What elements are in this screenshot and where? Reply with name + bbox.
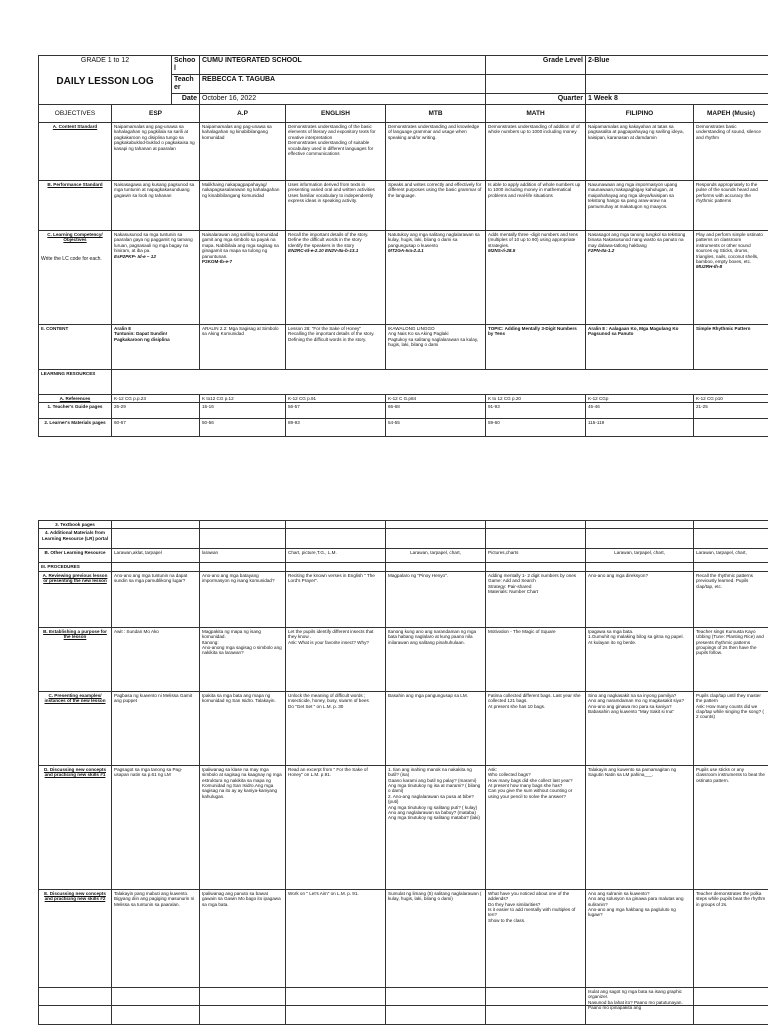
empty-cell: [286, 988, 386, 1025]
quarter-value: 1 Week 8: [586, 94, 768, 105]
cell: Ano-ano ang mga batayang impormasyon ng isang komunidad?: [200, 571, 286, 627]
performance-standard-row: [39, 181, 768, 231]
additional-materials-row: [39, 529, 768, 549]
cell: Talakayin ang kuwento sa pamamagitan ng Sagutin Natin sa LM pahina___.: [586, 765, 694, 889]
cell: 89-93: [286, 419, 386, 437]
cell: Let the pupils identify different insects that they know . Ask: What is your favorite insect? Why?: [286, 627, 386, 691]
cell: Simple Rhythmic Pattern: [694, 325, 768, 370]
empty-cell: [112, 370, 768, 395]
cell: Ano-ano ang mga tuntunin na dapat sundin sa mga pamublikong lugar?: [112, 571, 200, 627]
cell: Sumulat ng limang (5) salitang naglalarawan ( kulay, hugis, laki, bilang o dami): [386, 889, 486, 1005]
cell: P2KOM-Ib-e-7: [202, 259, 283, 264]
cell: Aralin 8 : Aalagaan Ko, Mga Magulang Ko Pagsunod sa Panuto: [586, 325, 694, 370]
row-label: B. Establishing a purpose for the lesson: [39, 627, 112, 691]
empty-cell: [286, 521, 386, 529]
quarter-label: Quarter: [486, 94, 586, 105]
references-row: [39, 395, 768, 403]
cell: 54-55: [386, 419, 486, 437]
empty-cell: [486, 529, 586, 549]
empty-cell: [386, 529, 486, 549]
empty-cell: [39, 988, 112, 1025]
establishing-row: [39, 627, 768, 691]
cell: Unlock the meaning of difficult words ; Insecticide, honey, busy, swarm of bees Do "Get Set " on L.M. p. 30: [286, 691, 386, 765]
empty-cell: [386, 563, 486, 571]
empty-cell: [486, 988, 586, 1025]
empty-cell: [286, 529, 386, 549]
row-label: C. Presenting examples/ instances of the new lesson: [39, 691, 112, 765]
empty-cell: [486, 75, 586, 94]
cell: Pupils clap/tap until they master the pattern Ask: How many counts did we clap/tap while singing the song? ( 2 counts): [694, 691, 768, 765]
row-label: III. PROCEDURES: [39, 563, 112, 571]
presenting-row: [39, 691, 768, 765]
cell: larawan: [200, 549, 286, 563]
cell: Nakasusunod sa mga tuntunin sa paaralan gaya ng paggamit ng tamang luruan, pagsasauli ng mga bagay na hiniram, at iba pa.: [114, 232, 197, 254]
cell: EsP2PKP- Id-e – 12: [114, 254, 197, 259]
teachers-guide-row: [39, 403, 768, 419]
procedures-row: [39, 563, 768, 571]
row-label: D. Discussing new concepts and practicing new skills #1: [39, 765, 112, 889]
cell: MU2RH-Ih-8: [696, 264, 766, 269]
empty-cell: [200, 988, 286, 1025]
row-label: 4. Additional Materials from Learning Resource (LR) portal: [39, 529, 112, 549]
grade-range: GRADE 1 to 12: [39, 56, 172, 75]
cell: Chart, picture,T.G., L.M.: [286, 549, 386, 563]
cell: Motivation - The Magic of Square: [486, 627, 586, 691]
empty-cell: [112, 529, 200, 549]
cell: Itanong kung ano ang narandaman ng mga bata habang naglalaro at kung paano nila inilarawan ang salitang pinahuhulaan.: [386, 627, 486, 691]
cell: ARALIN 2.2: Mga Sagisag at Simbolo sa Aking Komunidad: [200, 325, 286, 370]
cell: MT2GA-Iva-2.4.1: [388, 248, 483, 253]
cell: Ask: Who collected bags? How many bags did she collect last year? At present how many bags she has? Can you give the sum without counting or using your pencil to solve the answer?: [486, 765, 586, 889]
subject-filipino: FILIPINO: [586, 105, 694, 123]
cell: 45-46: [586, 403, 694, 419]
empty-cell: [586, 75, 768, 94]
cell: 59-60: [486, 419, 586, 437]
content-standard-row: [39, 123, 768, 181]
cell: Magpalaro ng "Pinoy Henyo".: [386, 571, 486, 627]
cell: [694, 231, 768, 325]
subject-mapeh: MAPEH (Music): [694, 105, 768, 123]
empty-cell: [386, 521, 486, 529]
lesson-log-table-page3: [38, 987, 768, 1025]
cell: What have you noticed about one of the addends? Do they have similarities? Is it easier to add mentally with multiples of ten? Show to the class.: [486, 889, 586, 1005]
cell: Ano-ano ang mga direksyon?: [586, 571, 694, 627]
cell: Aralin 8 Tuntunin: Dapat Sundin! Pagkakaroon ng disiplina: [112, 325, 200, 370]
objectives-header: OBJECTIVES: [39, 105, 112, 123]
date-value: October 16, 2022: [200, 94, 486, 105]
other-resources-row: [39, 549, 768, 563]
cell: Larawan, tarpapel, chart,: [386, 549, 486, 563]
cell: Naisasagawa ang kusang pagsunod sa mga tuntunin at napagkakasunduang gagawin sa loob ng tahanan: [112, 181, 200, 231]
cell: Adds mentally three -digit numbers and tens (multiples of 10 up to 90) using appropriate strategies.: [488, 232, 583, 248]
cell: Responds appropriately to the pulse of the sounds heard and performs with accuracy the rhythmic patterns: [694, 181, 768, 231]
cell: Ipaliwanag sa klase na may mga simbolo at sagisag na kaagnay ng mga estruktura ng nakikita sa mapa ng Komunidad ng San Isidro.Ang mga sagisag na ito ay ay kaniya-kaniyang kahulugan.: [200, 765, 286, 889]
empty-cell: [200, 521, 286, 529]
cell: [200, 231, 286, 325]
learners-materials-row: [39, 419, 768, 437]
lesson-log-table-page2: [38, 520, 768, 1006]
cell: Natutukoy ang mga salitang naglalarawan sa kulay, hugis, laki, bilang o dami sa pangungusap o kuwento: [388, 232, 483, 248]
empty-cell: [694, 563, 768, 571]
cell: Naipamamalas ang kakayahan at tatas sa pagsasalita at pagpapahayag ng sariling ideya, kaisipan, karanasan at damdamin: [586, 123, 694, 181]
cell: Teacher sings Kumusta Kayo Ubbing (Tune: Planting Rice) and presents rhythmic patterns groupings of 2s then have the pupils follow.: [694, 627, 768, 691]
reviewing-row: [39, 571, 768, 627]
cell: K-12 CG p.91: [286, 395, 386, 403]
discussing1-row: [39, 765, 768, 889]
cell: Pupils use sticks or any classroom instruments to beat the ostinato pattern.: [694, 765, 768, 889]
row-label: A. Reviewing previous lesson or presenting the new lesson: [39, 571, 112, 627]
cell: K-12 CGp: [586, 395, 694, 403]
subject-math: MATH: [486, 105, 586, 123]
date-label: Date: [172, 94, 200, 105]
empty-cell: [694, 988, 768, 1025]
cell: 56-57: [286, 403, 386, 419]
lesson-log-table-page1: [38, 55, 768, 437]
cell: 60-67: [112, 419, 200, 437]
cell: Demonstrates understanding of addition of of whole numbers up to 1000 including money: [486, 123, 586, 181]
row-label: 2. Learner's Materials pages: [39, 419, 112, 437]
teacher-name: REBECCA T. TAGUBA: [200, 75, 486, 94]
empty-cell: [200, 529, 286, 549]
filipino-continued-cell: Isulat ang sagot ng mga bata sa isang graphic organizer. Nasunod ba lahat ito? Paano mo patutunayan. Paano mo ipinapakita ang: [586, 988, 694, 1025]
cell: Magpakita ng mapa ng isang komunidad. Itanong: Ano-anong mga sagisag o simbolo ang nakikita sa larawan?: [200, 627, 286, 691]
empty-cell: [486, 563, 586, 571]
row-label: B. Other Learning Resource: [39, 549, 112, 563]
continued-row: [39, 988, 768, 1025]
cell: Teacher demonstrates the polka steps while pupils beat the rhythm in groups of 2s.: [694, 889, 768, 1005]
empty-cell: [112, 988, 200, 1025]
cell: Naipamamalas ang pag-unawa sa kahalagahan ng kinabibilangang komunidad: [200, 123, 286, 181]
row-label: LEARNING RESOURCES: [39, 370, 112, 395]
cell: [112, 231, 200, 325]
grade-level-label: Grade Level: [486, 56, 586, 75]
cell: Larawan,aklat, tarpapel: [112, 549, 200, 563]
empty-cell: [112, 563, 200, 571]
cell: Fatima collected different bags. Last year she collected 121 bags. At present she has 10 bags.: [486, 691, 586, 765]
empty-cell: [486, 521, 586, 529]
learning-resources-row: [39, 370, 768, 395]
cell: Demonstrates basic understanding of sound, silence and rhythm: [694, 123, 768, 181]
cell: Uses information derived from texts in presenting varied oral and written activities Uses familiar vocabulary to independently express ideas in speaking activity.: [286, 181, 386, 231]
cell: F2PN-IIa-1.2: [588, 248, 691, 253]
cell: 21-25: [694, 403, 768, 419]
cell: TOPIC: Adding Mentally 3-Digit Numbers by Tens: [486, 325, 586, 370]
row-label: 3. Textbook pages: [39, 521, 112, 529]
cell: Play and perform simple ostinato patterns on classroom instruments or other sound sources eg Sticks, drums, triangles, nails, coconut shells, bamboo, empty boxes, etc.: [696, 232, 766, 264]
cell: Demonstrates understanding of the basic elements of literary and expository texts for creative interpretation Demonstrates understanding of suitable vocabulary used in different languages for effective communications: [286, 123, 386, 181]
cell: K to12 CG p.12: [200, 395, 286, 403]
empty-cell: [694, 529, 768, 549]
cell: Lesson 28: "For the Sake of Honey" Recalling the important details of the story. Defining the difficult words in the story.: [286, 325, 386, 370]
cell: 115-119: [586, 419, 694, 437]
row-label: A. References: [39, 395, 112, 403]
cell: Sino ang nagkasakit na sa inyong pamilya? Ano ang naramdaman mo ng magkasakit siya? Ano-ano ang ginawa mo para sa kaniya? Babasahin ang kuwento "May Sakit si Ina": [586, 691, 694, 765]
row-label: C. Learning Competency/ Objectives: [41, 232, 109, 243]
cell: EN2RC-Id-e-2.10 EN2V-IIa-b-13.1: [288, 248, 383, 253]
school-name: CUMU INTEGRATED SCHOOL: [200, 56, 486, 75]
row-label: E. Discussing new concepts and practicing new skills #2: [39, 889, 112, 1005]
empty-cell: [586, 563, 694, 571]
cell: M2NS-Ii-28.5: [488, 248, 583, 253]
empty-cell: [586, 529, 694, 549]
row-label-cell: [39, 231, 112, 325]
cell: 15-16: [200, 403, 286, 419]
subject-english: ENGLISH: [286, 105, 386, 123]
cell: Pictures,charts: [486, 549, 586, 563]
empty-cell: [200, 563, 286, 571]
cell: Malikhaing nakapagpapahayag/ nakapagsasalarawan ng kahalagahan ng kinabibilangang komunidad: [200, 181, 286, 231]
subject-ap: A.P: [200, 105, 286, 123]
cell: Read an excerpt from " For the Sake of Honey" on L.M. p.91.: [286, 765, 386, 889]
cell: Recall the important details of the story. Define the difficult words in the story Identify the speakers in the story: [288, 232, 383, 248]
cell: 91-93: [486, 403, 586, 419]
row-label: II. CONTENT: [39, 325, 112, 370]
row-label: 1. Teacher's Guide pages: [39, 403, 112, 419]
cell: Ano ang sulranin sa kuwento? Ano ang solusyon na ginawa para malutas ang suliranin? Ano-ano ang mga hakbang sa pagluluto ng lugaw?: [586, 889, 694, 1005]
cell: Recall the rhythmic patterns previously learned. Pupils clap/tap, etc.: [694, 571, 768, 627]
cell: K-12 C G.p84: [386, 395, 486, 403]
cell: Naipamamalas ang pag-unawa sa kahalagahan ng pagkilala sa sarili at pagkakaroon ng disiplina tungo sa pagkakabuklod-buklod o pagkakaisa ng kasapi ng tahanan at paaralan: [112, 123, 200, 181]
cell: Speaks and writes correctly and effectively for different purposes using the basic grammar of the language.: [386, 181, 486, 231]
cell: Pagsagot sa mga tanong sa Pag-usapan natin sa p.61 ng LM: [112, 765, 200, 889]
empty-cell: [694, 521, 768, 529]
document-title: DAILY LESSON LOG: [39, 75, 172, 105]
cell: K-12 CG p.p.23: [112, 395, 200, 403]
grade-level-value: 2-Blue: [586, 56, 768, 75]
row-label: A. Content Standard: [39, 123, 112, 181]
cell: Ipakita sa mga bata ang mapa ng komunidad ng San Isidro. Talakayin.: [200, 691, 286, 765]
cell: Demonstrates understanding and knowledge of language grammar and usage when speaking and/or writing.: [386, 123, 486, 181]
textbook-row: [39, 521, 768, 529]
empty-cell: [286, 563, 386, 571]
cell: [694, 419, 768, 437]
cell: 26-29: [112, 403, 200, 419]
subject-esp: ESP: [112, 105, 200, 123]
cell: Work on " Let's Aim" on L.M. p. 91.: [286, 889, 386, 1005]
cell: Adding mentally 1- 2 digit numbers by ones Game: Add and Search Strategy: Pair-shared Materials: Number Chart: [486, 571, 586, 627]
row-label: B. Performance Standard: [39, 181, 112, 231]
competency-row: [39, 231, 768, 325]
cell: Is able to apply addition of whole numbers up to 1000 including money in mathematical problems and real-life situations: [486, 181, 586, 231]
cell: Larawan, tarpapel, chart,: [586, 549, 694, 563]
cell: Nauunawaan ang mga impormasyon upang maunawaan,makapagbigay kahulugan, at maipahahayag ang mga ideya/kaisipan sa tekstong hango sa pang araw-araw na pamumuhay at makatugon ng maayos.: [586, 181, 694, 231]
cell: Ipagawa sa mga bata. 1.Gumuhit ng malaking bilog sa gitna ng papel. At kulayan ito ng berde.: [586, 627, 694, 691]
cell: [386, 231, 486, 325]
cell: Reciting the known verses in English " The Lord's Prayer".: [286, 571, 386, 627]
cell: 1. Ilan ang inahing manok na nakakita ng butil? (isa) Gaano karami ang butil ng palay? (marami) Ang mga tinutukoy ng isa at marami? ( bilang o dami) 2. Ano-ang naglalarawan sa pusa at bibe? (puti) Ang mga tinutukoy ng salitang puti? ( kulay) Ano ang naglalarawan sa baboy? (mataba) Ang mga tinutukoy ng salitang mataba? (laki): [386, 765, 486, 889]
cell: K-12 CG p10: [694, 395, 768, 403]
cell: K to 12 CG p.20: [486, 395, 586, 403]
cell: Ipaliwanag ang panuto sa bawat gawain sa Gawin Mo bago ito ipagawa sa mga bata.: [200, 889, 286, 1005]
cell: IKAWALONG LINGGO Ang Nais Ko sa Aking Paglaki Pagtukoy sa salitang naglalarawan sa kulay, hugis, laki, bilang o dami: [386, 325, 486, 370]
cell: Naisalarawan ang sariling komunidad gamit ang mga simbolo sa payak na mapa. Nabibilala ang mga sagisag na ginagamit sa mapa sa tulong ng panuntunan.: [202, 232, 283, 259]
cell: [586, 231, 694, 325]
school-label: School: [172, 56, 200, 75]
subject-mtb: MTB: [386, 105, 486, 123]
cell: 50-56: [200, 419, 286, 437]
cell: [286, 231, 386, 325]
cell: Basahin ang mga pangungusap sa LM.: [386, 691, 486, 765]
empty-cell: [586, 521, 694, 529]
teacher-label: Teacher: [172, 75, 200, 94]
cell: Talakayin pang mabuti ang kuwento. Bigyang diin ang pagiging masunurin ni Melissa sa tuntunin sa paaralan.: [112, 889, 200, 1005]
cell: Larawan, tarpapel, chart,: [694, 549, 768, 563]
content-row: [39, 325, 768, 370]
cell: 66-68: [386, 403, 486, 419]
cell: Pagbasa ng kuwento ni Melissa Gamit ang puppet: [112, 691, 200, 765]
empty-cell: [112, 521, 200, 529]
cell: Nasasagot ang mga tanong tungkol sa tekstong binasa Nakasusunod nang wasto sa panuto na may dalawa-tatlong hakbang: [588, 232, 691, 248]
empty-cell: [386, 988, 486, 1025]
cell: Awit : Sundan Mo Ako: [112, 627, 200, 691]
cell: [486, 231, 586, 325]
lc-code-note: Write the LC code for each.: [41, 257, 109, 262]
